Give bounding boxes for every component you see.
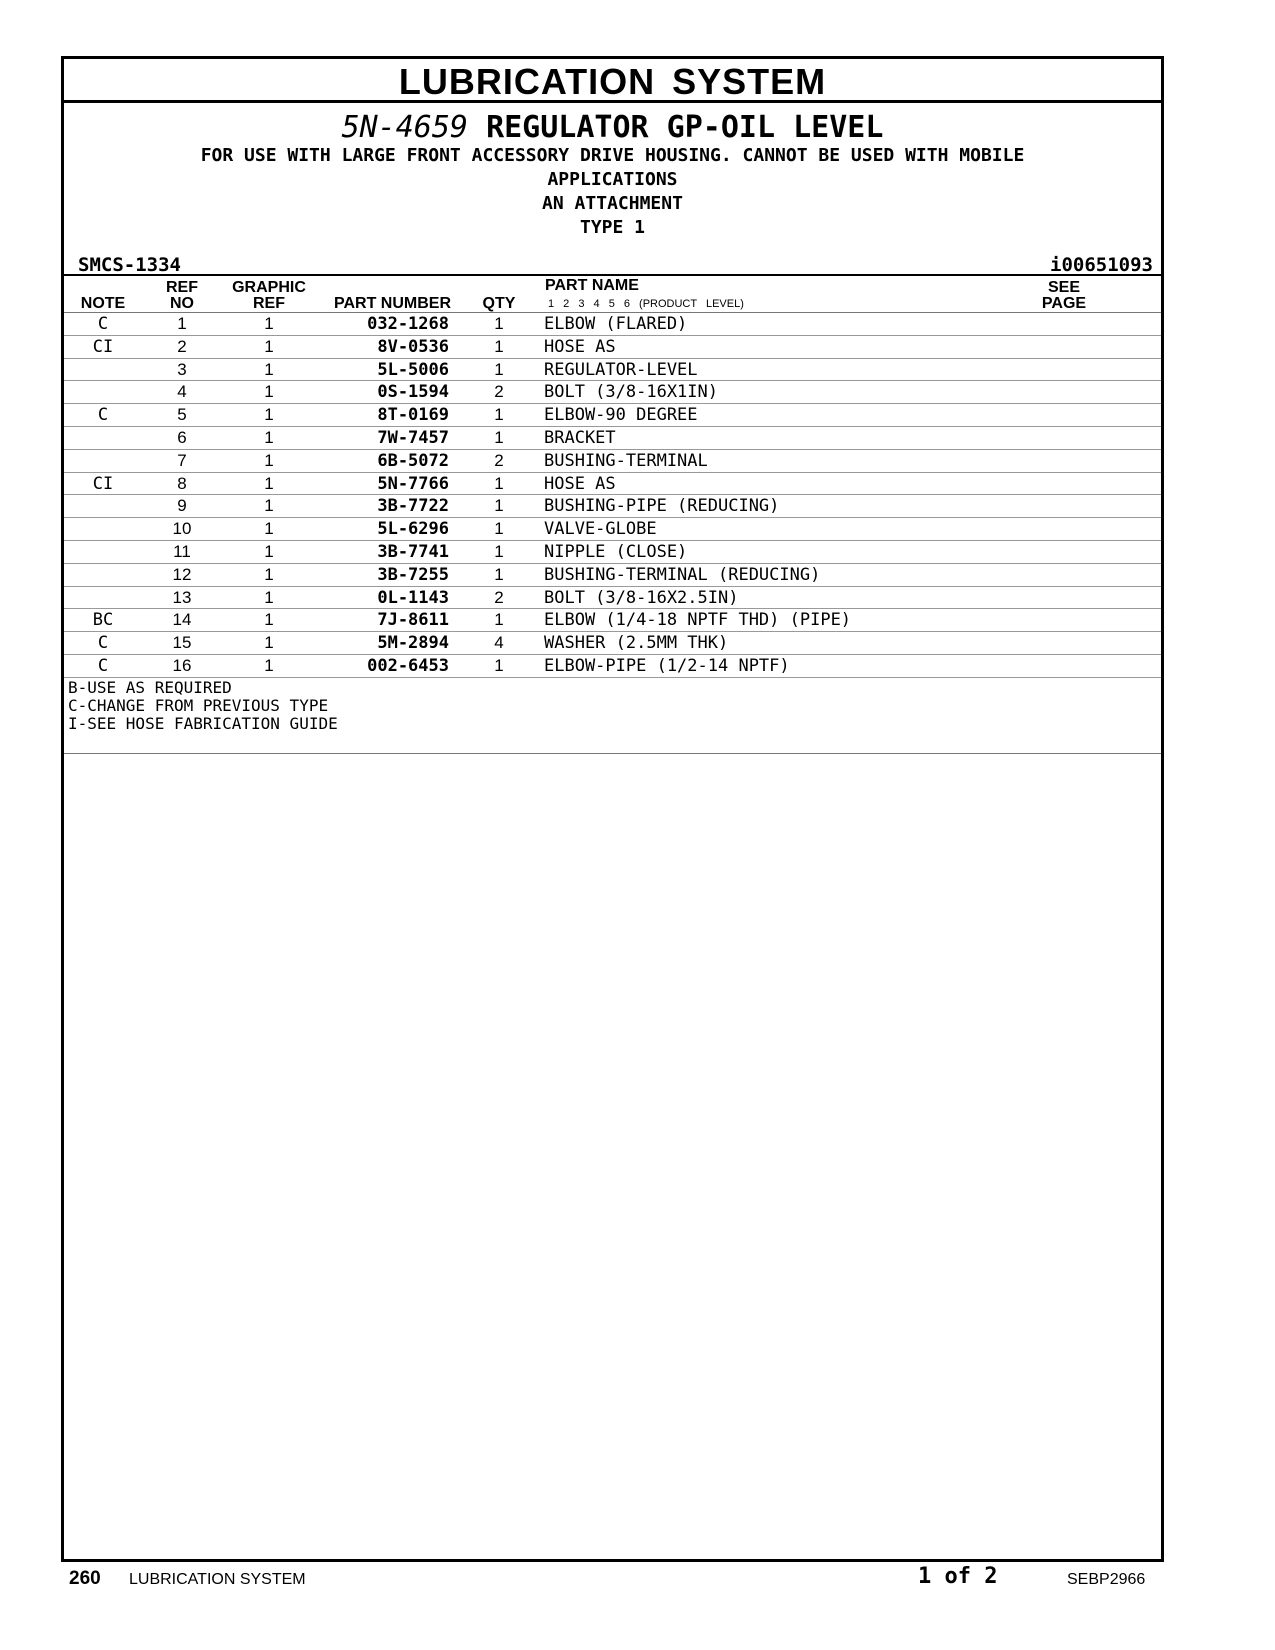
qty-cell: 1 bbox=[494, 405, 504, 425]
table-row bbox=[64, 404, 1161, 427]
ref-cell: 5 bbox=[177, 405, 187, 425]
table-row bbox=[64, 518, 1161, 541]
header-note: NOTE bbox=[80, 295, 126, 312]
table-row bbox=[64, 541, 1161, 564]
part-name-cell: BUSHING-PIPE (REDUCING) bbox=[544, 496, 780, 517]
part-name-cell: NIPPLE (CLOSE) bbox=[544, 541, 688, 562]
ref-cell: 9 bbox=[177, 496, 187, 516]
part-number-cell: 7J-8611 bbox=[377, 610, 449, 631]
ref-cell: 8 bbox=[177, 473, 187, 493]
graphic-ref-cell: 1 bbox=[264, 405, 274, 425]
part-number-cell: 3B-7741 bbox=[377, 541, 449, 562]
part-name-cell: ELBOW (1/4-18 NPTF THD) (PIPE) bbox=[544, 610, 852, 631]
table-row bbox=[64, 609, 1161, 632]
ref-cell: 12 bbox=[172, 564, 192, 584]
part-number-cell: 0S-1594 bbox=[377, 382, 449, 403]
part-number-cell: 5L-5006 bbox=[377, 359, 449, 380]
qty-cell: 1 bbox=[494, 359, 504, 379]
qty-cell: 1 bbox=[494, 314, 504, 333]
part-name-cell: ELBOW (FLARED) bbox=[544, 314, 688, 334]
graphic-ref-cell: 1 bbox=[264, 382, 274, 402]
part-name-cell: BOLT (3/8-16X1IN) bbox=[544, 382, 718, 403]
ref-cell: 3 bbox=[177, 359, 187, 379]
part-number-cell: 5N-7766 bbox=[377, 473, 449, 494]
part-name-cell: ELBOW-90 DEGREE bbox=[544, 405, 698, 426]
part-number-cell: 0L-1143 bbox=[377, 587, 449, 608]
illustration-id: i00651093 bbox=[1050, 254, 1153, 276]
part-number-cell: 002-6453 bbox=[367, 655, 449, 676]
ref-cell: 4 bbox=[177, 382, 187, 402]
description-line: AN ATTACHMENT bbox=[542, 193, 683, 214]
footer-page-number: 260 bbox=[69, 1568, 101, 1589]
notes-bottom-rule bbox=[64, 753, 1161, 754]
note-cell: CI bbox=[92, 473, 114, 494]
table-row bbox=[64, 381, 1161, 404]
graphic-ref-cell: 1 bbox=[264, 427, 274, 447]
graphic-ref-cell: 1 bbox=[264, 450, 274, 470]
table-row bbox=[64, 450, 1161, 473]
qty-cell: 1 bbox=[494, 610, 504, 630]
graphic-ref-cell: 1 bbox=[264, 496, 274, 516]
graphic-ref-cell: 1 bbox=[264, 336, 274, 356]
table-row bbox=[64, 473, 1161, 496]
ref-cell: 7 bbox=[177, 450, 187, 470]
note-cell: C bbox=[97, 405, 109, 426]
graphic-ref-cell: 1 bbox=[264, 587, 274, 607]
ref-cell: 16 bbox=[172, 655, 192, 675]
qty-cell: 2 bbox=[494, 450, 504, 470]
header-graphic-bottom: REF bbox=[253, 295, 285, 312]
part-name-cell: REGULATOR-LEVEL bbox=[544, 359, 698, 380]
ref-cell: 2 bbox=[177, 336, 187, 356]
ref-cell: 11 bbox=[173, 541, 191, 561]
table-row bbox=[64, 495, 1161, 518]
part-number-cell: 3B-7722 bbox=[377, 496, 449, 517]
header-top-rule bbox=[64, 274, 1161, 276]
part-number-cell: 5M-2894 bbox=[377, 633, 449, 654]
part-number-cell: 032-1268 bbox=[367, 314, 449, 334]
graphic-ref-cell: 1 bbox=[264, 314, 274, 333]
graphic-ref-cell: 1 bbox=[264, 473, 274, 493]
qty-cell: 1 bbox=[494, 336, 504, 356]
header-ref-bottom: NO bbox=[170, 295, 194, 312]
header-part-name: PART NAME bbox=[545, 277, 639, 294]
footer-page-of: 1 of 2 bbox=[918, 1564, 998, 1589]
table-row bbox=[64, 564, 1161, 587]
part-number-cell: 8T-0169 bbox=[377, 405, 449, 426]
notes-legend bbox=[68, 679, 338, 733]
part-name-cell: HOSE AS bbox=[544, 336, 616, 357]
part-name-cell: VALVE-GLOBE bbox=[544, 519, 657, 540]
header-see-bottom: PAGE bbox=[1041, 295, 1087, 312]
qty-cell: 4 bbox=[494, 633, 504, 653]
ref-cell: 10 bbox=[172, 519, 192, 539]
ref-cell: 14 bbox=[172, 610, 192, 630]
table-row bbox=[64, 336, 1161, 359]
qty-cell: 1 bbox=[494, 473, 504, 493]
description-line: TYPE 1 bbox=[579, 217, 646, 238]
parts-page-frame bbox=[61, 56, 1164, 1562]
graphic-ref-cell: 1 bbox=[264, 359, 274, 379]
ref-cell: 13 bbox=[172, 587, 192, 607]
qty-cell: 1 bbox=[494, 519, 504, 539]
table-row bbox=[64, 632, 1161, 655]
graphic-ref-cell: 1 bbox=[264, 541, 274, 561]
note-line: C-CHANGE FROM PREVIOUS TYPE bbox=[68, 696, 329, 715]
ref-cell: 15 bbox=[172, 633, 192, 653]
qty-cell: 1 bbox=[494, 496, 504, 516]
header-qty: QTY bbox=[482, 295, 516, 312]
ref-cell: 6 bbox=[177, 427, 187, 447]
part-name-cell: BUSHING-TERMINAL bbox=[544, 450, 708, 471]
table-row bbox=[64, 359, 1161, 382]
header-ref-top: REF bbox=[166, 279, 198, 296]
qty-cell: 1 bbox=[494, 655, 504, 675]
system-title: LUBRICATION SYSTEM bbox=[64, 59, 1161, 103]
part-name-cell: BOLT (3/8-16X2.5IN) bbox=[544, 587, 739, 608]
qty-cell: 1 bbox=[494, 564, 504, 584]
part-name-cell: HOSE AS bbox=[544, 473, 616, 494]
graphic-ref-cell: 1 bbox=[264, 655, 274, 675]
part-name-cell: ELBOW-PIPE (1/2-14 NPTF) bbox=[544, 655, 790, 676]
part-name-cell: WASHER (2.5MM THK) bbox=[544, 633, 729, 654]
header-product-levels: 1 2 3 4 5 6 (PRODUCT LEVEL) bbox=[548, 298, 744, 310]
group-part-number: 5N-4659 bbox=[341, 110, 468, 145]
part-name-cell: BUSHING-TERMINAL (REDUCING) bbox=[544, 564, 821, 585]
part-name-cell: BRACKET bbox=[544, 427, 616, 448]
group-name: REGULATOR GP-OIL LEVEL bbox=[486, 110, 884, 145]
note-cell: C bbox=[97, 655, 109, 676]
part-number-cell: 3B-7255 bbox=[377, 564, 449, 585]
note-line: B-USE AS REQUIRED bbox=[68, 678, 232, 697]
parts-table bbox=[64, 313, 1161, 678]
group-title bbox=[64, 111, 1161, 145]
description-line: APPLICATIONS bbox=[547, 169, 678, 190]
qty-cell: 1 bbox=[494, 427, 504, 447]
graphic-ref-cell: 1 bbox=[264, 519, 274, 539]
note-cell: CI bbox=[92, 336, 114, 357]
footer-doc-id: SEBP2966 bbox=[1067, 1571, 1146, 1588]
footer-section: LUBRICATION SYSTEM bbox=[129, 1571, 306, 1588]
description-line: FOR USE WITH LARGE FRONT ACCESSORY DRIVE HOUSING. CANNOT BE USED WITH MOBILE bbox=[200, 145, 1025, 166]
part-number-cell: 8V-0536 bbox=[377, 336, 449, 357]
table-row bbox=[64, 655, 1161, 678]
table-row bbox=[64, 313, 1161, 336]
graphic-ref-cell: 1 bbox=[264, 633, 274, 653]
part-number-cell: 5L-6296 bbox=[377, 519, 449, 540]
qty-cell: 2 bbox=[494, 382, 504, 402]
header-graphic-top: GRAPHIC bbox=[232, 279, 306, 296]
smcs-code: SMCS-1334 bbox=[78, 254, 181, 276]
note-cell: C bbox=[97, 633, 109, 654]
qty-cell: 1 bbox=[494, 541, 504, 561]
ref-cell: 1 bbox=[177, 314, 187, 333]
graphic-ref-cell: 1 bbox=[264, 564, 274, 584]
qty-cell: 2 bbox=[494, 587, 504, 607]
note-cell: BC bbox=[92, 610, 114, 631]
header-part-number: PART NUMBER bbox=[333, 295, 451, 312]
table-row bbox=[64, 587, 1161, 610]
header-see-top: SEE bbox=[1047, 279, 1080, 296]
note-cell: C bbox=[97, 314, 109, 334]
part-number-cell: 6B-5072 bbox=[377, 450, 449, 471]
part-number-cell: 7W-7457 bbox=[377, 427, 449, 448]
graphic-ref-cell: 1 bbox=[264, 610, 274, 630]
table-row bbox=[64, 427, 1161, 450]
note-line: I-SEE HOSE FABRICATION GUIDE bbox=[68, 714, 338, 733]
